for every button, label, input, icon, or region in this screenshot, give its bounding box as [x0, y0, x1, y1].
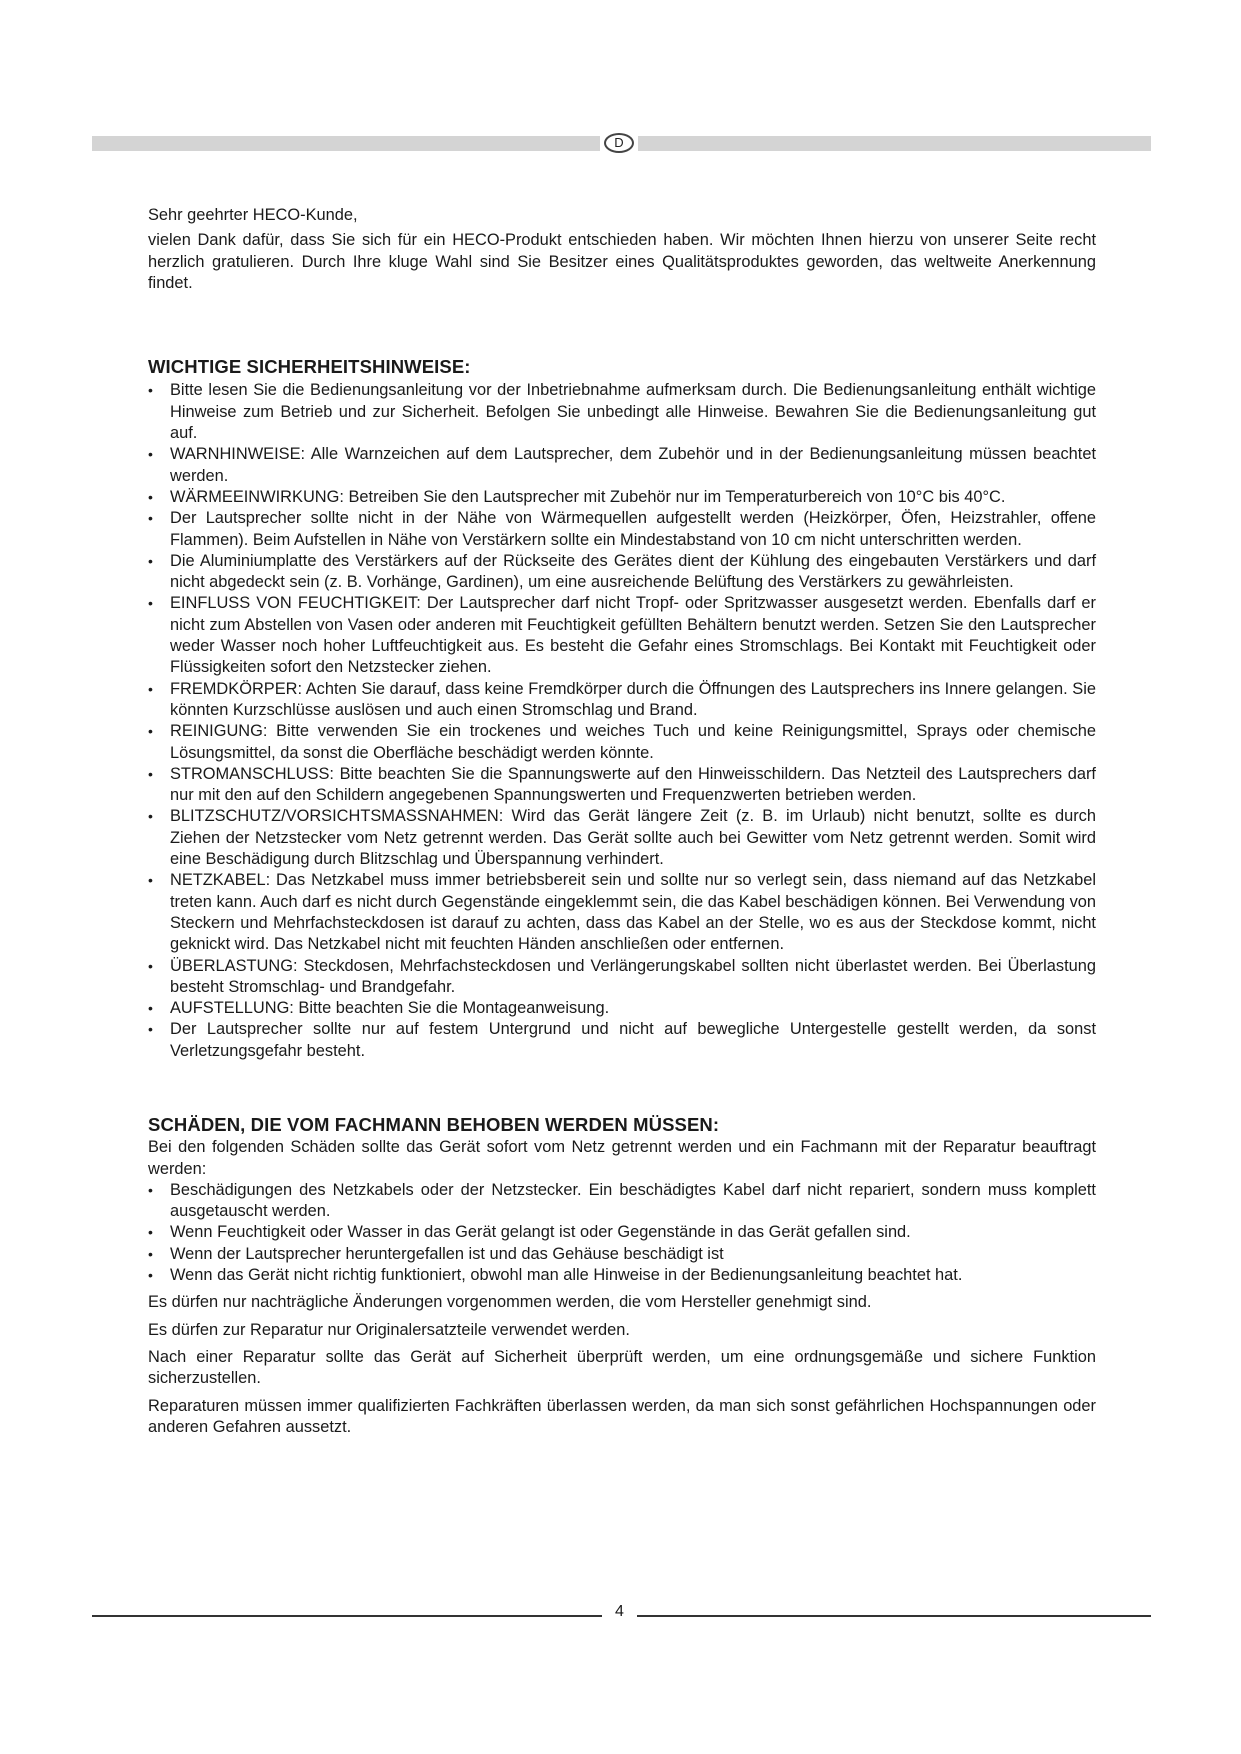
safety-item: • REINIGUNG: Bitte verwenden Sie ein trockenes und weiches Tuch und keine Reinigungsmittel, Sprays oder chemische Lösungsmittel, da sonst die Oberfläche beschädigt werden könnte.: [148, 721, 1096, 764]
footer-rule-left: [92, 1615, 602, 1617]
damage-paragraph: Es dürfen zur Reparatur nur Originalersatzteile verwendet werden.: [148, 1320, 630, 1339]
language-badge-label: D: [604, 133, 634, 153]
damage-paragraph: Nach einer Reparatur sollte das Gerät auf Sicherheit überprüft werden, um eine ordnungsgemäße und sichere Funktion sicherzustellen.: [148, 1347, 1096, 1388]
damage-item: • Beschädigungen des Netzkabels oder der Netzstecker. Ein beschädigtes Kabel darf nicht repariert, sondern muss komplett ausgetauscht werden.: [148, 1180, 1096, 1223]
safety-item: • WÄRMEEINWIRKUNG: Betreiben Sie den Lautsprecher mit Zubehör nur im Temperaturbereich von 10°C bis 40°C.: [148, 487, 1096, 508]
damage-intro: Bei den folgenden Schäden sollte das Gerät sofort vom Netz getrennt werden und ein Fachmann mit der Reparatur beauftragt werden:: [148, 1138, 1096, 1178]
safety-item: • Die Aluminiumplatte des Verstärkers auf der Rückseite des Gerätes dient der Kühlung des eingebauten Verstärkers und darf nicht abgedeckt sein (z. B. Vorhänge, Gardinen), um eine ausreichende Belüftung des Verstärkers zu gewährleisten.: [148, 551, 1096, 594]
safety-item: • Bitte lesen Sie die Bedienungsanleitung vor der Inbetriebnahme aufmerksam durch. Die Bedienungsanleitung enthält wichtige Hinweise zum Betrieb und zur Sicherheit. Befolgen Sie unbedingt alle Hinweise. Bewahren Sie die Bedienungsanleitung gut auf.: [148, 380, 1096, 444]
safety-item: • NETZKABEL: Das Netzkabel muss immer betriebsbereit sein und sollte nur so verlegt sein, dass niemand auf das Netzkabel treten kann. Auch darf es nicht durch Gegenstände eingeklemmt sein, die das Kabel beschädigen können. Bei Verwendung von Steckern und Mehrfachsteckdosen ist darauf zu achten, dass das Kabel an der Stelle, wo es aus der Steckdose kommt, nicht geknickt wird. Das Netzkabel nicht mit feuchten Händen anschließen oder entfernen.: [148, 870, 1096, 955]
safety-item: • STROMANSCHLUSS: Bitte beachten Sie die Spannungswerte auf den Hinweisschildern. Das Netzteil des Lautsprechers darf nur mit den auf den Schildern angegebenen Spannungswerten und Frequenzwerten betrieben werden.: [148, 764, 1096, 807]
damage-list: [148, 1180, 1096, 1286]
damage-item: • Wenn Feuchtigkeit oder Wasser in das Gerät gelangt ist oder Gegenstände in das Gerät gefallen sind.: [148, 1222, 1096, 1243]
salutation: Sehr geehrter HECO-Kunde,: [148, 206, 358, 224]
damage-item: • Wenn der Lautsprecher heruntergefallen ist und das Gehäuse beschädigt ist: [148, 1244, 1096, 1265]
language-badge: [600, 130, 638, 156]
safety-item: • FREMDKÖRPER: Achten Sie darauf, dass keine Fremdkörper durch die Öffnungen des Lautsprechers ins Innere gelangen. Sie könnten Kurzschlüsse auslösen und auch einen Stromschlag und Brand.: [148, 679, 1096, 722]
safety-item: • BLITZSCHUTZ/VORSICHTSMASSNAHMEN: Wird das Gerät längere Zeit (z. B. im Urlaub) nicht benutzt, sollte es durch Ziehen der Netzstecker vom Netz getrennt werden. Das Gerät sollte auch bei Gewitter vom Netz getrennt werden. Somit wird eine Beschädigung durch Blitzschlag und Überspannung verhindert.: [148, 806, 1096, 870]
page-number: 4: [615, 1603, 624, 1620]
footer-rule-right: [637, 1615, 1151, 1617]
safety-heading: WICHTIGE SICHERHEITSHINWEISE:: [148, 356, 471, 378]
damage-heading: SCHÄDEN, DIE VOM FACHMANN BEHOBEN WERDEN MÜSSEN:: [148, 1113, 720, 1135]
page-content: [148, 205, 1096, 1438]
safety-item: • EINFLUSS VON FEUCHTIGKEIT: Der Lautsprecher darf nicht Tropf- oder Spritzwasser ausgesetzt werden. Ebenfalls darf er nicht zum Abstellen von Vasen oder anderen mit Feuchtigkeit gefüllten Behältern benutzt werden. Setzen Sie den Lautsprecher weder Wasser noch hoher Luftfeuchtigkeit aus. Es besteht die Gefahr eines Stromschlags. Bei Kontakt mit Feuchtigkeit oder Flüssigkeiten sofort den Netzstecker ziehen.: [148, 593, 1096, 678]
safety-item: • WARNHINWEISE: Alle Warnzeichen auf dem Lautsprecher, dem Zubehör und in der Bedienungsanleitung müssen beachtet werden.: [148, 444, 1096, 487]
safety-item: • ÜBERLASTUNG: Steckdosen, Mehrfachsteckdosen und Verlängerungskabel sollten nicht überlastet werden. Bei Überlastung besteht Stromschlag- und Brandgefahr.: [148, 956, 1096, 999]
safety-item: • AUFSTELLUNG: Bitte beachten Sie die Montageanweisung.: [148, 998, 1096, 1019]
intro-paragraph: vielen Dank dafür, dass Sie sich für ein HECO-Produkt entschieden haben. Wir möchten Ihnen hierzu von unserer Seite recht herzlich gratulieren. Durch Ihre kluge Wahl sind Sie Besitzer eines Qualitätsproduktes geworden, das weltweite Anerkennung findet.: [148, 231, 1096, 292]
safety-list: [148, 380, 1096, 1062]
damage-paragraph: Es dürfen nur nachträgliche Änderungen vorgenommen werden, die vom Hersteller genehmigt sind.: [148, 1293, 872, 1312]
damage-item: • Wenn das Gerät nicht richtig funktioniert, obwohl man alle Hinweise in der Bedienungsanleitung beachtet hat.: [148, 1265, 1096, 1286]
safety-item: • Der Lautsprecher sollte nicht in der Nähe von Wärmequellen aufgestellt werden (Heizkörper, Öfen, Heizstrahler, offene Flammen). Beim Aufstellen in Nähe von Verstärkern sollte ein Mindestabstand von 10 cm nicht unterschritten werden.: [148, 508, 1096, 551]
safety-item: • Der Lautsprecher sollte nur auf festem Untergrund und nicht auf bewegliche Untergestelle gestellt werden, da sonst Verletzungsgefahr besteht.: [148, 1019, 1096, 1062]
damage-paragraph: Reparaturen müssen immer qualifizierten Fachkräften überlassen werden, da man sich sonst gefährlichen Hochspannungen oder anderen Gefahren aussetzt.: [148, 1396, 1096, 1436]
